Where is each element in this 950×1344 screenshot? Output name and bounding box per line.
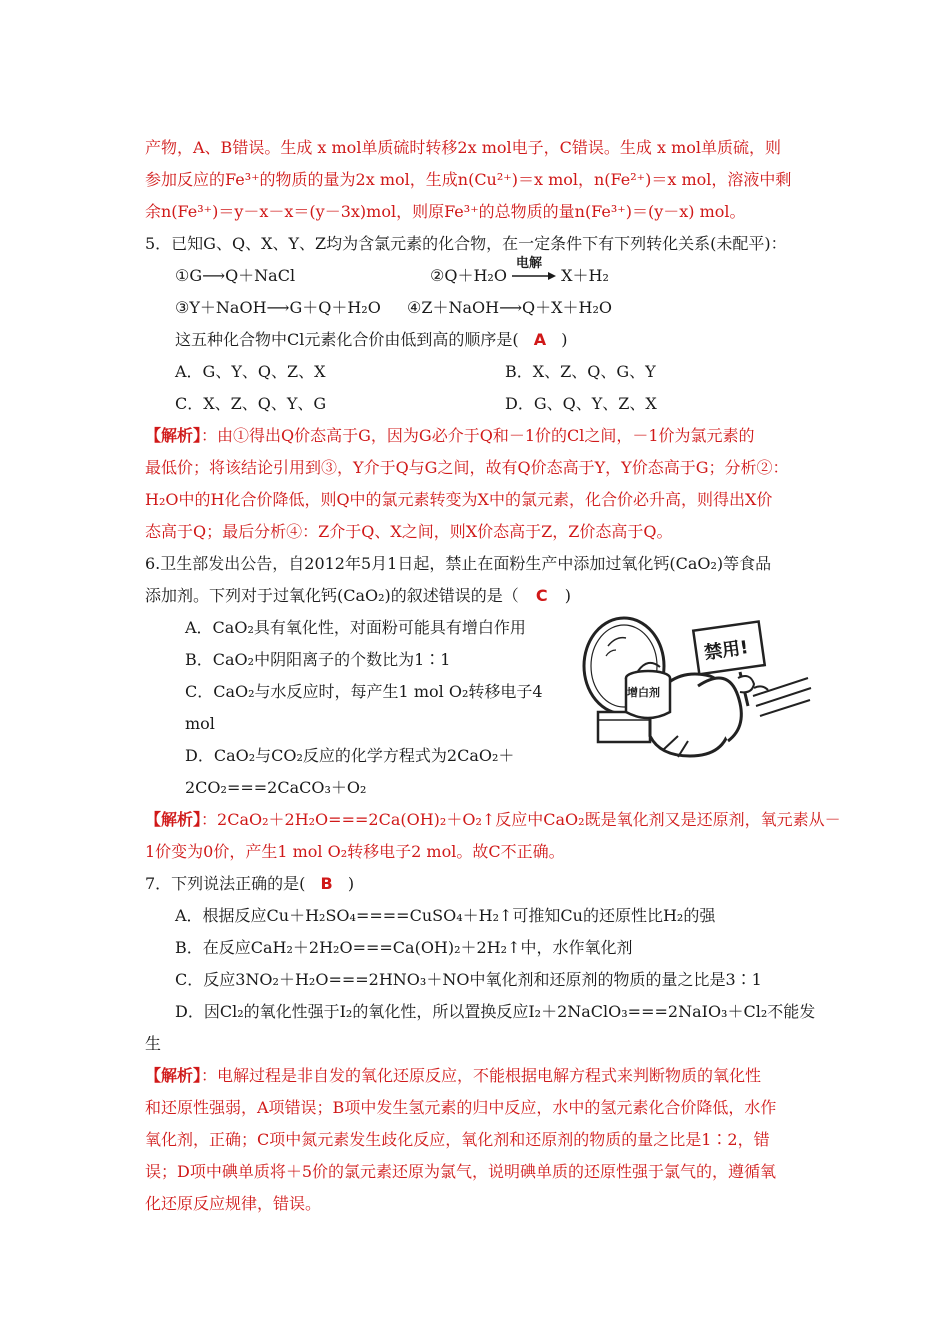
option-b: B．在反应CaH₂＋2H₂O===Ca(OH)₂＋2H₂↑中，水作氧化剂 — [175, 938, 633, 957]
reaction-2-left: ②Q＋H₂O — [430, 266, 507, 285]
answer-q5: A — [533, 330, 547, 349]
analysis-tag: 【解析】 — [145, 426, 202, 445]
analysis-text: ：2CaO₂＋2H₂O===2Ca(OH)₂＋O₂↑反应中CaO₂既是氧化剂又是还原剂，氧元素从－ — [201, 810, 841, 829]
sign-label: 禁用! — [702, 637, 750, 664]
reaction-1: ①G⟶Q＋NaCl — [175, 266, 296, 285]
question-7-stem — [145, 874, 354, 894]
analysis-line: 余n(Fe³⁺)＝y－x－x＝(y－3x)mol，则原Fe³⁺的总物质的量n(Fe³⁺)＝(y－x) mol。 — [145, 202, 746, 221]
arrow-icon — [512, 266, 556, 286]
paren-close: ) — [347, 874, 355, 893]
option-c: C．反应3NO₂＋H₂O===2HNO₃＋NO中氧化剂和还原剂的物质的量之比是3∶1 — [175, 970, 762, 989]
question-5-text: 这五种化合物中Cl元素化合价由低到高的顺序是( — [175, 330, 519, 349]
analysis-line: 误；D项中碘单质将＋5价的氯元素还原为氯气，说明碘单质的还原性强于氯气的，遵循氧 — [145, 1162, 777, 1181]
electrolysis-arrow — [512, 256, 556, 286]
answer-q6: C — [535, 586, 548, 605]
analysis-line — [145, 1066, 761, 1086]
option-a: A．CaO₂具有氧化性，对面粉可能具有增白作用 — [185, 618, 526, 637]
can-label: 增白剂 — [627, 686, 660, 699]
cartoon-illustration — [578, 616, 818, 766]
analysis-line: 参加反应的Fe³⁺的物质的量为2x mol，生成n(Cu²⁺)＝x mol，n(Fe²⁺)＝x mol，溶液中剩 — [145, 170, 792, 189]
reaction-2-right: X＋H₂ — [561, 266, 609, 285]
option-d-cont: 2CO₂===2CaCO₃＋O₂ — [185, 778, 367, 797]
option-d: D．G、Q、Y、Z、X — [505, 394, 657, 413]
question-6-stem-2 — [145, 586, 571, 606]
cartoon-drawing — [578, 616, 818, 766]
question-5-stem: 5．已知G、Q、X、Y、Z均为含氯元素的化合物，在一定条件下有下列转化关系(未配平)： — [145, 234, 787, 253]
option-b: B．CaO₂中阴阳离子的个数比为1∶1 — [185, 650, 451, 669]
analysis-text: ：电解过程是非自发的氧化还原反应，不能根据电解方程式来判断物质的氧化性 — [201, 1066, 762, 1085]
analysis-line — [145, 810, 841, 830]
option-d-cont: 生 — [145, 1034, 162, 1053]
option-c-cont: mol — [185, 714, 215, 733]
analysis-line: 氧化剂，正确；C项中氮元素发生歧化反应，氧化剂和还原剂的物质的量之比是1∶2，错 — [145, 1130, 770, 1149]
analysis-line: 1价变为0价，产生1 mol O₂转移电子2 mol。故C不正确。 — [145, 842, 565, 861]
paren-close: ) — [564, 586, 571, 605]
option-d: D．因Cl₂的氧化性强于I₂的氧化性，所以置换反应I₂＋2NaClO₃===2NaIO₃＋Cl₂不能发 — [175, 1002, 816, 1021]
option-b: B．X、Z、Q、G、Y — [505, 362, 656, 381]
question-7-text: 7．下列说法正确的是( — [145, 874, 306, 893]
analysis-line: 和还原性强弱，A项错误；B项中发生氢元素的归中反应，水中的氢元素化合价降低，水作 — [145, 1098, 777, 1117]
reaction-4: ④Z＋NaOH⟶Q＋X＋H₂O — [407, 298, 613, 317]
option-c: C．CaO₂与水反应时，每产生1 mol O₂转移电子4 — [185, 682, 543, 701]
analysis-line: 产物，A、B错误。生成 x mol单质硫时转移2x mol电子，C错误。生成 x mol单质硫，则 — [145, 138, 782, 157]
option-d: D．CaO₂与CO₂反应的化学方程式为2CaO₂＋ — [185, 746, 515, 765]
option-c: C．X、Z、Q、Y、G — [175, 394, 327, 413]
analysis-line: 最低价；将该结论引用到③，Y介于Q与G之间，故有Q价态高于Y，Y价态高于G；分析②： — [145, 458, 789, 477]
analysis-line: 化还原反应规律，错误。 — [145, 1194, 322, 1213]
analysis-text: ：由①得出Q价态高于G，因为G必介于Q和－1价的Cl之间，－1价为氯元素的 — [201, 426, 755, 445]
answer-q7: B — [320, 874, 333, 893]
question-5-prompt — [175, 330, 567, 350]
electrolysis-label: 电解 — [516, 256, 543, 271]
reaction-3: ③Y＋NaOH⟶G＋Q＋H₂O — [175, 298, 381, 317]
analysis-line: 态高于Q；最后分析④：Z介于Q、X之间，则X价态高于Z，Z价态高于Q。 — [145, 522, 673, 541]
question-6-text: 添加剂。下列对于过氧化钙(CaO₂)的叙述错误的是（ — [145, 586, 519, 605]
option-a: A．根据反应Cu＋H₂SO₄====CuSO₄＋H₂↑可推知Cu的还原性比H₂的强 — [175, 906, 716, 925]
analysis-line: H₂O中的H化合价降低，则Q中的氯元素转变为X中的氯元素，化合价必升高，则得出X价 — [145, 490, 773, 509]
analysis-line — [145, 426, 755, 446]
reaction-2 — [430, 256, 609, 286]
question-6-stem: 6.卫生部发出公告，自2012年5月1日起，禁止在面粉生产中添加过氧化钙(CaO₂)等食品 — [145, 554, 772, 573]
analysis-tag: 【解析】 — [145, 810, 202, 829]
analysis-tag: 【解析】 — [145, 1066, 202, 1085]
paren-close: ) — [561, 330, 568, 349]
option-a: A．G、Y、Q、Z、X — [175, 362, 326, 381]
